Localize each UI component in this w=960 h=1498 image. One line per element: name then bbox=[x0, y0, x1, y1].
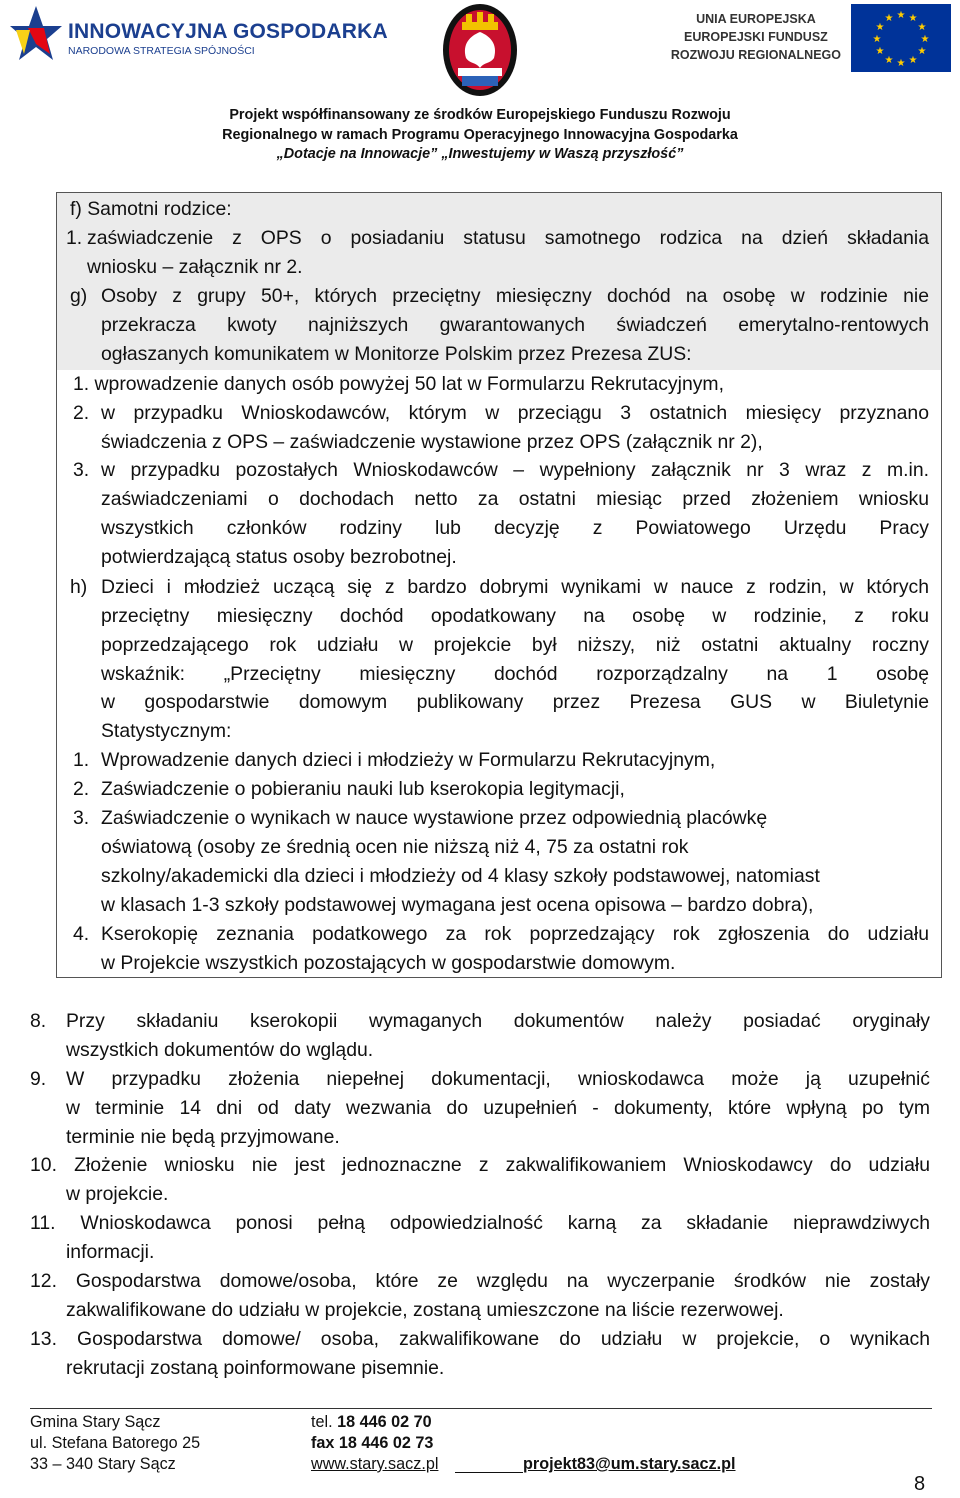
g2-line-2: świadczenia z OPS – zaświadczenie wystawione przez OPS (załącznik nr 2), bbox=[101, 431, 763, 453]
item-13-line-2: rekrutacji zostaną poinformowane pisemnie. bbox=[66, 1357, 445, 1379]
svg-text:★: ★ bbox=[875, 22, 885, 33]
footer-divider bbox=[30, 1408, 932, 1409]
item-9-line-1: W przypadku złożenia niepełnej dokumentacji, wnioskodawca może ją uzupełnić bbox=[66, 1068, 930, 1090]
svg-text:★: ★ bbox=[917, 22, 927, 33]
item-11-line-1: 11. Wnioskodawca ponosi pełną odpowiedzialność karną za składanie nieprawdziwych bbox=[30, 1212, 930, 1234]
ig-title: INNOWACYJNA GOSPODARKA bbox=[68, 20, 388, 43]
item-9-line-2: w terminie 14 dni od daty wezwania do uzupełnień - dokumenty, które wpłyną po tym bbox=[66, 1097, 930, 1119]
item-12-line-1: 12. Gospodarstwa domowe/osoba, które ze względu na wyczerpanie środków nie zostały bbox=[30, 1270, 930, 1292]
g3-line-2: zaświadczeniami o dochodach netto za ostatni miesiąc przed złożeniem wniosku bbox=[101, 488, 929, 510]
h1-item: Wprowadzenie danych dzieci i młodzieży w Formularzu Rekrutacyjnym, bbox=[101, 749, 716, 771]
g3-line-3: wszystkich członków rodziny lub decyzję z Powiatowego Urzędu Pracy bbox=[101, 517, 929, 539]
eu-line-3: ROZWOJU REGIONALNEGO bbox=[670, 48, 841, 62]
f1-line-1: zaświadczenie z OPS o posiadaniu statusu samotnego rodzica na dzień składania bbox=[87, 227, 929, 249]
eu-flag-icon bbox=[851, 4, 951, 72]
project-line-1: Projekt współfinansowany ze środków Europejskiego Funduszu Rozwoju bbox=[229, 107, 731, 123]
stary-sacz-crest-icon bbox=[440, 2, 520, 102]
item-8-number: 8. bbox=[30, 1010, 47, 1032]
item-11-line-2: informacji. bbox=[66, 1241, 155, 1263]
g3-line-1: w przypadku pozostałych Wnioskodawców – wypełniony załącznik nr 3 wraz z m.in. bbox=[101, 459, 929, 481]
ig-subtitle: NARODOWA STRATEGIA SPÓJNOŚCI bbox=[68, 45, 255, 57]
ig-star-icon bbox=[8, 4, 64, 68]
g1-item: 1. wprowadzenie danych osób powyżej 50 lat w Formularzu Rekrutacyjnym, bbox=[73, 373, 724, 395]
h1-number: 1. bbox=[73, 749, 90, 771]
h3-line-1: Zaświadczenie o wynikach w nauce wystawione przez odpowiednią placówkę bbox=[101, 807, 768, 829]
g3-line-4: potwierdzającą status osoby bezrobotnej. bbox=[101, 546, 457, 568]
page-number: 8 bbox=[914, 1473, 926, 1495]
h4-number: 4. bbox=[73, 923, 90, 945]
eligibility-criteria-box bbox=[56, 192, 942, 978]
eu-logo bbox=[672, 4, 957, 74]
footer-tel-label: tel. bbox=[311, 1413, 338, 1431]
item-10-line-2: w projekcie. bbox=[66, 1183, 169, 1205]
item-9-line-3: terminie nie będą przyjmowane. bbox=[66, 1126, 340, 1148]
item-9-number: 9. bbox=[30, 1068, 47, 1090]
footer-phone bbox=[311, 1412, 432, 1433]
footer-street: ul. Stefana Batorego 25 bbox=[30, 1434, 201, 1452]
footer-website-link[interactable]: www.stary.sacz.pl bbox=[311, 1455, 439, 1473]
svg-text:★: ★ bbox=[884, 13, 894, 24]
section-g-label: g) bbox=[70, 285, 88, 307]
svg-text:★: ★ bbox=[908, 55, 918, 66]
svg-text:★: ★ bbox=[920, 34, 930, 45]
footer-city: 33 – 340 Stary Sącz bbox=[30, 1455, 176, 1473]
footer-email-link[interactable]: projekt83@um.stary.sacz.pl bbox=[523, 1455, 736, 1473]
svg-text:★: ★ bbox=[872, 34, 882, 45]
g2-line-1: w przypadku Wnioskodawców, którym w przeciągu 3 ostatnich miesięcy przyznano bbox=[101, 402, 929, 424]
footer-fax: fax 18 446 02 73 bbox=[311, 1434, 434, 1452]
item-8-line-2: wszystkich dokumentów do wglądu. bbox=[66, 1039, 374, 1061]
svg-text:★: ★ bbox=[896, 10, 906, 21]
h-line-1: Dzieci i młodzież uczącą się z bardzo dobrymi wynikami w nauce z rodzin, w których bbox=[101, 576, 929, 598]
footer-office: Gmina Stary Sącz bbox=[30, 1413, 161, 1431]
eu-line-2: EUROPEJSKI FUNDUSZ bbox=[684, 30, 828, 44]
project-line-3: „Dotacje na Innowacje” „Inwestujemy w Waszą przyszłość” bbox=[276, 146, 684, 162]
item-12-line-2: zakwalifikowane do udziału w projekcie, zostaną umieszczone na liście rezerwowej. bbox=[66, 1299, 784, 1321]
eu-text bbox=[671, 10, 841, 64]
svg-text:★: ★ bbox=[908, 13, 918, 24]
h2-number: 2. bbox=[73, 778, 90, 800]
footer-tel-number: 18 446 02 70 bbox=[337, 1413, 432, 1431]
g-line-3: ogłaszanych komunikatem w Monitorze Polskim przez Prezesa ZUS: bbox=[101, 343, 692, 365]
footer-link-underline bbox=[455, 1472, 523, 1473]
section-h-label: h) bbox=[70, 576, 88, 598]
h-line-4: wskaźnik: „Przeciętny miesięczny dochód rozporządzalny na 1 osobę bbox=[101, 663, 929, 685]
h-line-5: w gospodarstwie domowym publikowany przez Prezesa GUS w Biuletynie bbox=[101, 691, 929, 713]
g-line-1: Osoby z grupy 50+, których przeciętny miesięczny dochód na osobę w rodzinie nie bbox=[101, 285, 929, 307]
svg-text:★: ★ bbox=[896, 58, 906, 69]
project-funding-note bbox=[0, 106, 960, 165]
h2-item: Zaświadczenie o pobieraniu nauki lub kserokopia legitymacji, bbox=[101, 778, 625, 800]
h-line-3: poprzedzającego rok udziału w projekcie był niższy, niż ostatni aktualny roczny bbox=[101, 634, 929, 656]
section-f-title: f) Samotni rodzice: bbox=[70, 198, 232, 220]
svg-text:★: ★ bbox=[884, 55, 894, 66]
h4-line-1: Kserokopię zeznania podatkowego za rok poprzedzający rok zgłoszenia do udziału bbox=[101, 923, 929, 945]
svg-text:★: ★ bbox=[875, 46, 885, 57]
eu-line-1: UNIA EUROPEJSKA bbox=[696, 12, 816, 26]
h-line-6: Statystycznym: bbox=[101, 720, 232, 742]
project-line-2: Regionalnego w ramach Programu Operacyjnego Innowacyjna Gospodarka bbox=[222, 126, 738, 143]
g2-number: 2. bbox=[73, 402, 90, 424]
svg-text:★: ★ bbox=[917, 46, 927, 57]
page-header bbox=[0, 0, 960, 170]
h3-line-3: szkolny/akademicki dla dzieci i młodzieży od 4 klasy szkoły podstawowej, natomiast bbox=[101, 865, 820, 887]
item-10-line-1: 10. Złożenie wniosku nie jest jednoznaczne z zakwalifikowaniem Wnioskodawcy do udziału bbox=[30, 1154, 930, 1176]
f1-line-2: wniosku – załącznik nr 2. bbox=[87, 256, 303, 278]
h3-line-4: w klasach 1-3 szkoły podstawowej wymagana jest ocena opisowa – bardzo dobra), bbox=[101, 894, 814, 916]
f1-number: 1. bbox=[66, 227, 83, 249]
g3-number: 3. bbox=[73, 459, 90, 481]
innowacyjna-gospodarka-logo bbox=[8, 4, 388, 72]
item-8-line-1: Przy składaniu kserokopii wymaganych dokumentów należy posiadać oryginały bbox=[66, 1010, 930, 1032]
h3-number: 3. bbox=[73, 807, 90, 829]
h3-line-2: oświatową (osoby ze średnią ocen nie niższą niż 4, 75 za ostatni rok bbox=[101, 836, 689, 858]
g-line-2: przekracza kwoty najniższych gwarantowanych świadczeń emerytalno-rentowych bbox=[101, 314, 929, 336]
h4-line-2: w Projekcie wszystkich pozostających w gospodarstwie domowym. bbox=[101, 952, 676, 974]
item-13-line-1: 13. Gospodarstwa domowe/ osoba, zakwalifikowane do udziału w projekcie, o wynikach bbox=[30, 1328, 930, 1350]
h-line-2: przeciętny miesięczny dochód opodatkowany na osobę w rodzinie, z roku bbox=[101, 605, 929, 627]
